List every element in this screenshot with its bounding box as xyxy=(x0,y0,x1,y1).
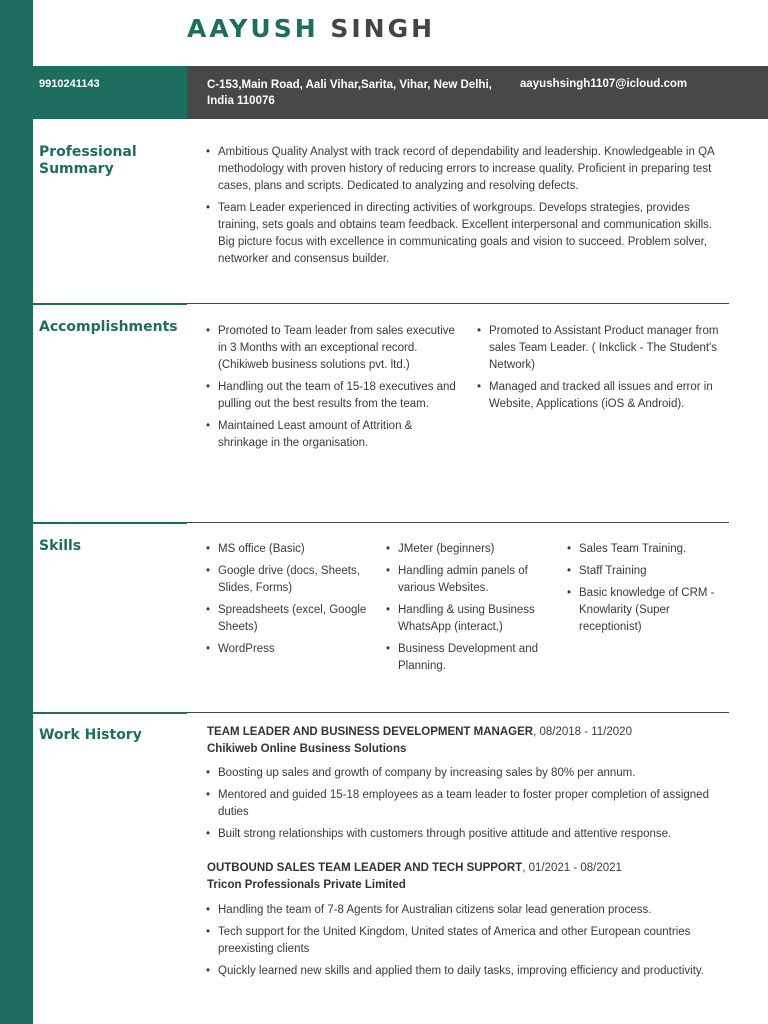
skill-item: • Handling admin panels of various Websites. xyxy=(386,563,556,597)
company-name: Tricon Professionals Private Limited xyxy=(207,879,406,891)
job-duties-list xyxy=(206,765,730,848)
job-duty-item: • Quickly learned new skills and applied them to daily tasks, improving efficiency and productivity. xyxy=(206,963,730,980)
email-address: aayushsingh1107@icloud.com xyxy=(520,78,688,90)
job-title-line xyxy=(207,862,622,874)
section-divider-accent xyxy=(33,303,187,305)
skill-item: • Business Development and Planning. xyxy=(386,641,556,675)
job-duty-item: • Built strong relationships with customers through positive attitude and attentive response. xyxy=(206,826,730,843)
job-dates: , 01/2021 - 08/2021 xyxy=(522,862,622,874)
accomplishment-item: • Promoted to Assistant Product manager from sales Team Leader. ( Inkclick - The Student's Network) xyxy=(477,323,732,374)
job-duties-list xyxy=(206,902,730,985)
summary-item: • Team Leader experienced in directing activities of workgroups. Develops strategies, provides training, sets goals and obtains team feedback. Excellent interpersonal and communication skills. Big picture focus with excellence in communicating goals and vision to succeed. Problem solver, networker and consensus builder. xyxy=(206,200,730,268)
skill-item: • WordPress xyxy=(206,641,376,658)
accomplishment-item: • Maintained Least amount of Attrition & shrinkage in the organisation. xyxy=(206,418,456,452)
accomplishments-list-left xyxy=(206,323,456,457)
summary-item: • Ambitious Quality Analyst with track record of dependability and leadership. Knowledgeable in QA methodology with proven history of reducing errors to increase quality. Proficient in preparing test cases, plans and scripts. Dedicated to analyzing and resolving defects. xyxy=(206,144,730,195)
skill-item: • Handling & using Business WhatsApp (interact,) xyxy=(386,602,556,636)
section-title-summary: Professional Summary xyxy=(39,144,137,177)
skill-item: • Sales Team Training. xyxy=(567,541,729,558)
section-title-work-history: Work History xyxy=(39,727,142,743)
section-divider xyxy=(187,303,729,304)
skill-item: • Basic knowledge of CRM - Knowlarity (Super receptionist) xyxy=(567,585,729,636)
accomplishment-item: • Managed and tracked all issues and error in Website, Applications (iOS & Android). xyxy=(477,379,732,413)
accomplishment-item: • Handling out the team of 15-18 executives and pulling out the best results from the team. xyxy=(206,379,456,413)
section-divider xyxy=(187,712,729,713)
job-dates: , 08/2018 - 11/2020 xyxy=(533,726,632,738)
skill-item: • MS office (Basic) xyxy=(206,541,376,558)
job-title-line xyxy=(207,726,632,738)
summary-list xyxy=(206,144,730,273)
skills-list-col1 xyxy=(206,541,376,663)
left-accent-bar xyxy=(0,0,33,1024)
section-title-skills: Skills xyxy=(39,538,82,554)
accomplishment-item: • Promoted to Team leader from sales executive in 3 Months with an exceptional record. (Chikiweb business solutions pvt. ltd.) xyxy=(206,323,456,374)
job-duty-item: • Boosting up sales and growth of company by increasing sales by 80% per annum. xyxy=(206,765,730,782)
first-name: AAYUSH xyxy=(187,14,319,43)
last-name: SINGH xyxy=(330,14,436,43)
address: C-153,Main Road, Aali Vihar,Sarita, Vihar, New Delhi, India 110076 xyxy=(207,79,492,107)
skill-item: • Staff Training xyxy=(567,563,729,580)
section-divider xyxy=(187,522,729,523)
job-title: TEAM LEADER AND BUSINESS DEVELOPMENT MANAGER xyxy=(207,726,534,738)
contact-phone-block xyxy=(33,66,187,119)
skills-list-col2 xyxy=(386,541,556,680)
skill-item: • JMeter (beginners) xyxy=(386,541,556,558)
section-divider-accent xyxy=(33,522,187,524)
candidate-name xyxy=(187,14,435,43)
skills-list-col3 xyxy=(567,541,729,641)
job-duty-item: • Tech support for the United Kingdom, United states of America and other European countries preexisting clients xyxy=(206,924,730,958)
job-title: OUTBOUND SALES TEAM LEADER AND TECH SUPPORT xyxy=(207,862,523,874)
contact-details-block xyxy=(187,66,768,119)
job-duty-item: • Handling the team of 7-8 Agents for Australian citizens solar lead generation process. xyxy=(206,902,730,919)
section-divider-accent xyxy=(33,712,187,714)
accomplishments-list-right xyxy=(477,323,732,418)
skill-item: • Google drive (docs, Sheets, Slides, Forms) xyxy=(206,563,376,597)
job-duty-item: • Mentored and guided 15-18 employees as a team leader to foster proper completion of assigned duties xyxy=(206,787,730,821)
skill-item: • Spreadsheets (excel, Google Sheets) xyxy=(206,602,376,636)
phone-number: 9910241143 xyxy=(39,78,100,90)
company-name: Chikiweb Online Business Solutions xyxy=(207,743,407,755)
section-title-accomplishments: Accomplishments xyxy=(39,319,178,335)
